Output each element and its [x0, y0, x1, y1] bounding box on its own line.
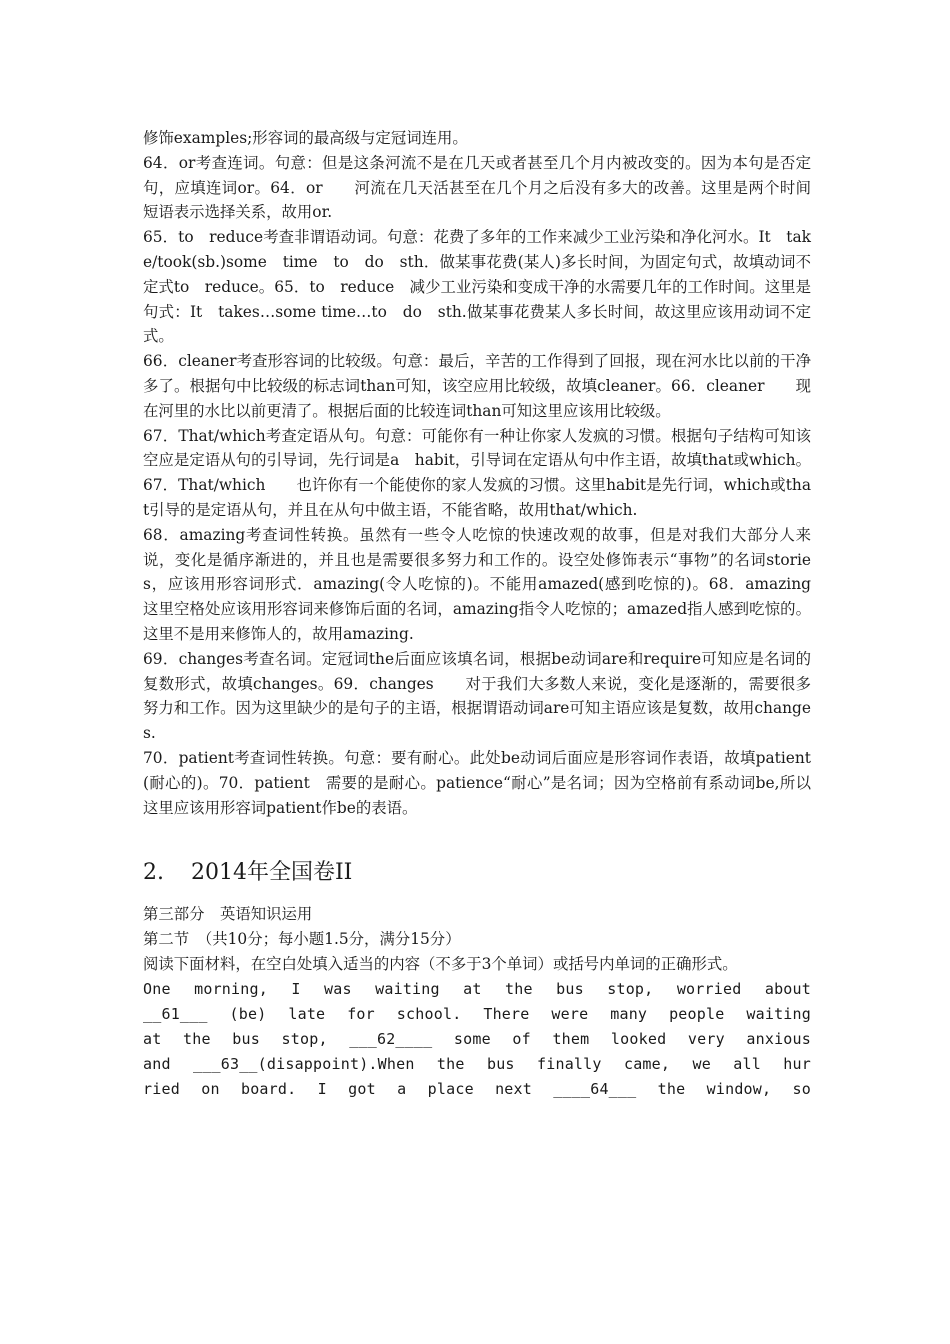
document-page: [143, 126, 842, 1102]
intro-part: 第三部分 英语知识运用: [143, 905, 313, 924]
section-number: 2.: [143, 860, 164, 886]
passage-line: One morning, I was waiting at the bus stop, worried about: [143, 979, 811, 998]
passage-line: __61___ (be) late for school. There were many people waiting: [143, 1004, 811, 1023]
passage-line: and ___63__(disappoint).When the bus finally came, we all hur: [143, 1054, 811, 1073]
explanation-68: 68．amazing考查词性转换。虽然有一些令人吃惊的快速改观的故事，但是对我们大部分人来说，变化是循序渐进的，并且也是需要很多努力和工作的。设空处修饰表示“事物”的名词stories，应该用形容词形式．amazing(令人吃惊的)。不能用amazed(感到吃惊的)。68．amazing 这里空格处应该用形容词来修饰后面的名词，amazing指令人吃惊的；amazed指人感到吃惊的。这里不是用来修饰人的，故用amazing.: [143, 525, 842, 643]
explanation-64: 64．or考查连词。句意：但是这条河流不是在几天或者甚至几个月内被改变的。因为本句是否定句，应填连词or。64．or 河流在几天活甚至在几个月之后没有多大的改善。这里是两个时间短语表示选择关系，故用or.: [143, 153, 811, 222]
explanation-65: 65．to reduce考查非谓语动词。句意：花费了多年的工作来减少工业污染和净化河水。It take/took(sb.)some time to do sth．做某事花费(某人)多长时间，为固定句式，故填动词不定式to reduce。65．to reduce 减少工业污染和变成干净的水需要几年的工作时间。这里是句式：It takes…some time…to do sth.做某事花费某人多长时间，故这里应该用动词不定式。: [143, 228, 811, 346]
section-title: 2014年全国卷II: [191, 860, 353, 886]
cloze-passage: [143, 977, 811, 1102]
passage-line: at the bus stop, ___62____ some of them looked very anxious: [143, 1029, 811, 1048]
passage-line: ried on board. I got a place next ____64___ the window, so: [143, 1079, 811, 1098]
explanation-69: 69．changes考查名词。定冠词the后面应该填名词，根据be动词are和require可知应是名词的复数形式，故填changes。69．changes 对于我们大多数人来说，变化是逐渐的，需要很多努力和工作。因为这里缺少的是句子的主语，根据谓语动词are可知主语应该是复数，故用changes.: [143, 649, 811, 743]
explanation-67: 67．That/which考查定语从句。句意：可能你有一种让你家人发疯的习惯。根据句子结构可知该空应是定语从句的引导词，先行词是a habit，引导词在定语从句中作主语，故填that或which。67．That/which 也许你有一个能使你的家人发疯的习惯。这里habit是先行词，which或that引导的是定语从句，并且在从句中做主语，不能省略，故用that/which.: [143, 426, 811, 519]
section-heading: [143, 858, 811, 888]
explanation-tail: 修饰examples;形容词的最高级与定冠词连用。: [143, 129, 468, 147]
intro-instructions: 阅读下面材料，在空白处填入适当的内容（不多于3个单词）或括号内单词的正确形式。: [143, 954, 738, 973]
explanation-70: 70．patient考查词性转换。句意：要有耐心。此处be动词后面应是形容词作表语，故填patient(耐心的)。70．patient 需要的是耐心。patience“耐心”是名词；因为空格前有系动词be,所以这里应该用形容词patient作be的表语。: [143, 748, 811, 817]
explanation-66: 66．cleaner考查形容词的比较级。句意：最后，辛苦的工作得到了回报，现在河水比以前的干净多了。根据句中比较级的标志词than可知，该空应用比较级，故填cleaner。66．cleaner 现在河里的水比以前更清了。根据后面的比较连词than可知这里应该用比较级。: [143, 352, 811, 420]
intro-section: 第二节 （共10分；每小题1.5分，满分15分）: [143, 930, 461, 949]
